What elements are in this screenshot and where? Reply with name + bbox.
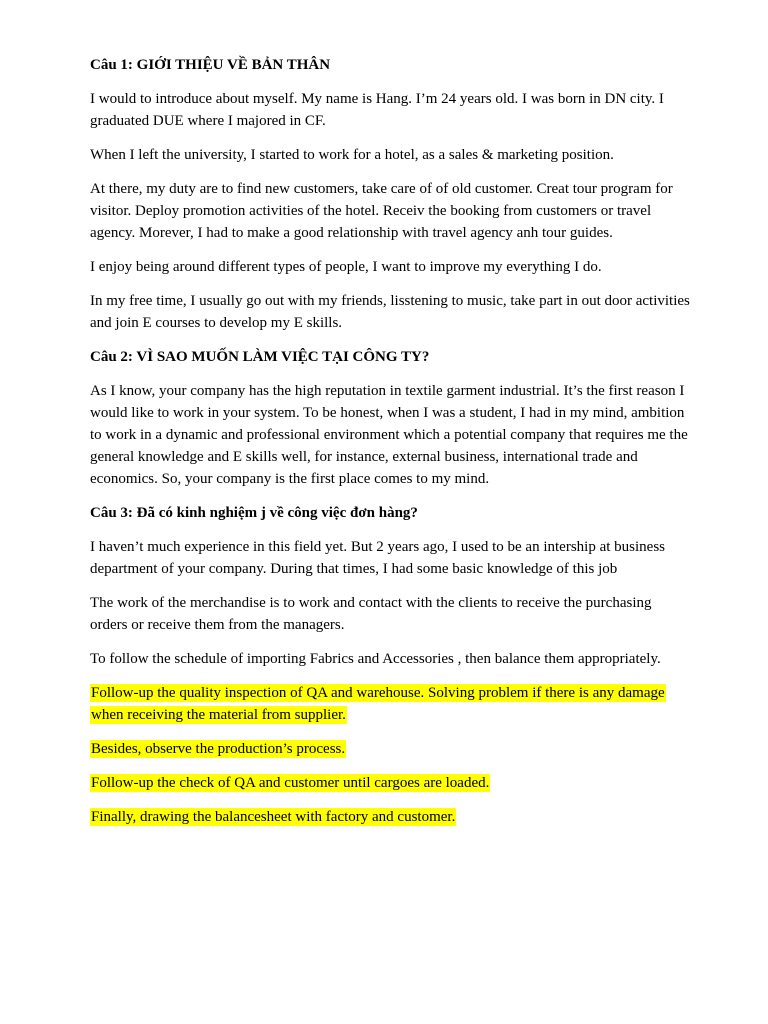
paragraph-q1-career: When I left the university, I started to work for a hotel, as a sales & marketing position. bbox=[90, 147, 614, 163]
highlighted-paragraph-check bbox=[90, 772, 690, 794]
paragraph-q3-experience: I haven’t much experience in this field yet. But 2 years ago, I used to be an intership at business department of your company. During that times, I had some basic knowledge of this job bbox=[90, 539, 665, 577]
paragraph-q3-merchandise: The work of the merchandise is to work and contact with the clients to receive the purchasing orders or receive them from the managers. bbox=[90, 595, 652, 633]
highlighted-paragraph-quality bbox=[90, 682, 690, 726]
highlighted-text: Finally, drawing the balancesheet with factory and customer. bbox=[91, 809, 456, 825]
section-heading-q3: Câu 3: Đã có kinh nghiệm j về công việc đơn hàng? bbox=[90, 505, 418, 521]
highlighted-text: Follow-up the check of QA and customer until cargoes are loaded. bbox=[91, 775, 490, 791]
highlighted-text: Follow-up the quality inspection of QA and warehouse. Solving problem if there is any damage when receiving the material from supplier. bbox=[91, 685, 665, 723]
paragraph-q1-personality: I enjoy being around different types of people, I want to improve my everything I do. bbox=[90, 259, 602, 275]
highlighted-paragraph-production bbox=[90, 738, 690, 760]
highlighted-text: Besides, observe the production’s process. bbox=[91, 741, 346, 757]
section-heading-q1: Câu 1: GIỚI THIỆU VỀ BẢN THÂN bbox=[90, 57, 331, 73]
highlighted-paragraph-balancesheet bbox=[90, 806, 690, 828]
paragraph-q1-hobbies: In my free time, I usually go out with my friends, lisstening to music, take part in out door activities and join E courses to develop my E skills. bbox=[90, 293, 690, 331]
paragraph-q1-duties: At there, my duty are to find new customers, take care of of old customer. Creat tour program for visitor. Deploy promotion activities of the hotel. Receiv the booking from customers or travel agency. Morever, I had to make a good relationship with travel agency anh tour guides. bbox=[90, 181, 673, 241]
paragraph-q2-reason: As I know, your company has the high reputation in textile garment industrial. It’s the first reason I would like to work in your system. To be honest, when I was a student, I had in my mind, ambition to work in a dynamic and professional environment which a potential company that requires me the general knowledge and E skills well, for instance, external business, international trade and economics. So, your company is the first place comes to my mind. bbox=[90, 383, 688, 487]
section-heading-q2: Câu 2: VÌ SAO MUỐN LÀM VIỆC TẠI CÔNG TY? bbox=[90, 349, 430, 365]
paragraph-q1-intro: I would to introduce about myself. My name is Hang. I’m 24 years old. I was born in DN city. I graduated DUE where I majored in CF. bbox=[90, 91, 664, 129]
document-page bbox=[90, 54, 690, 840]
paragraph-q3-schedule: To follow the schedule of importing Fabrics and Accessories , then balance them appropriately. bbox=[90, 651, 661, 667]
